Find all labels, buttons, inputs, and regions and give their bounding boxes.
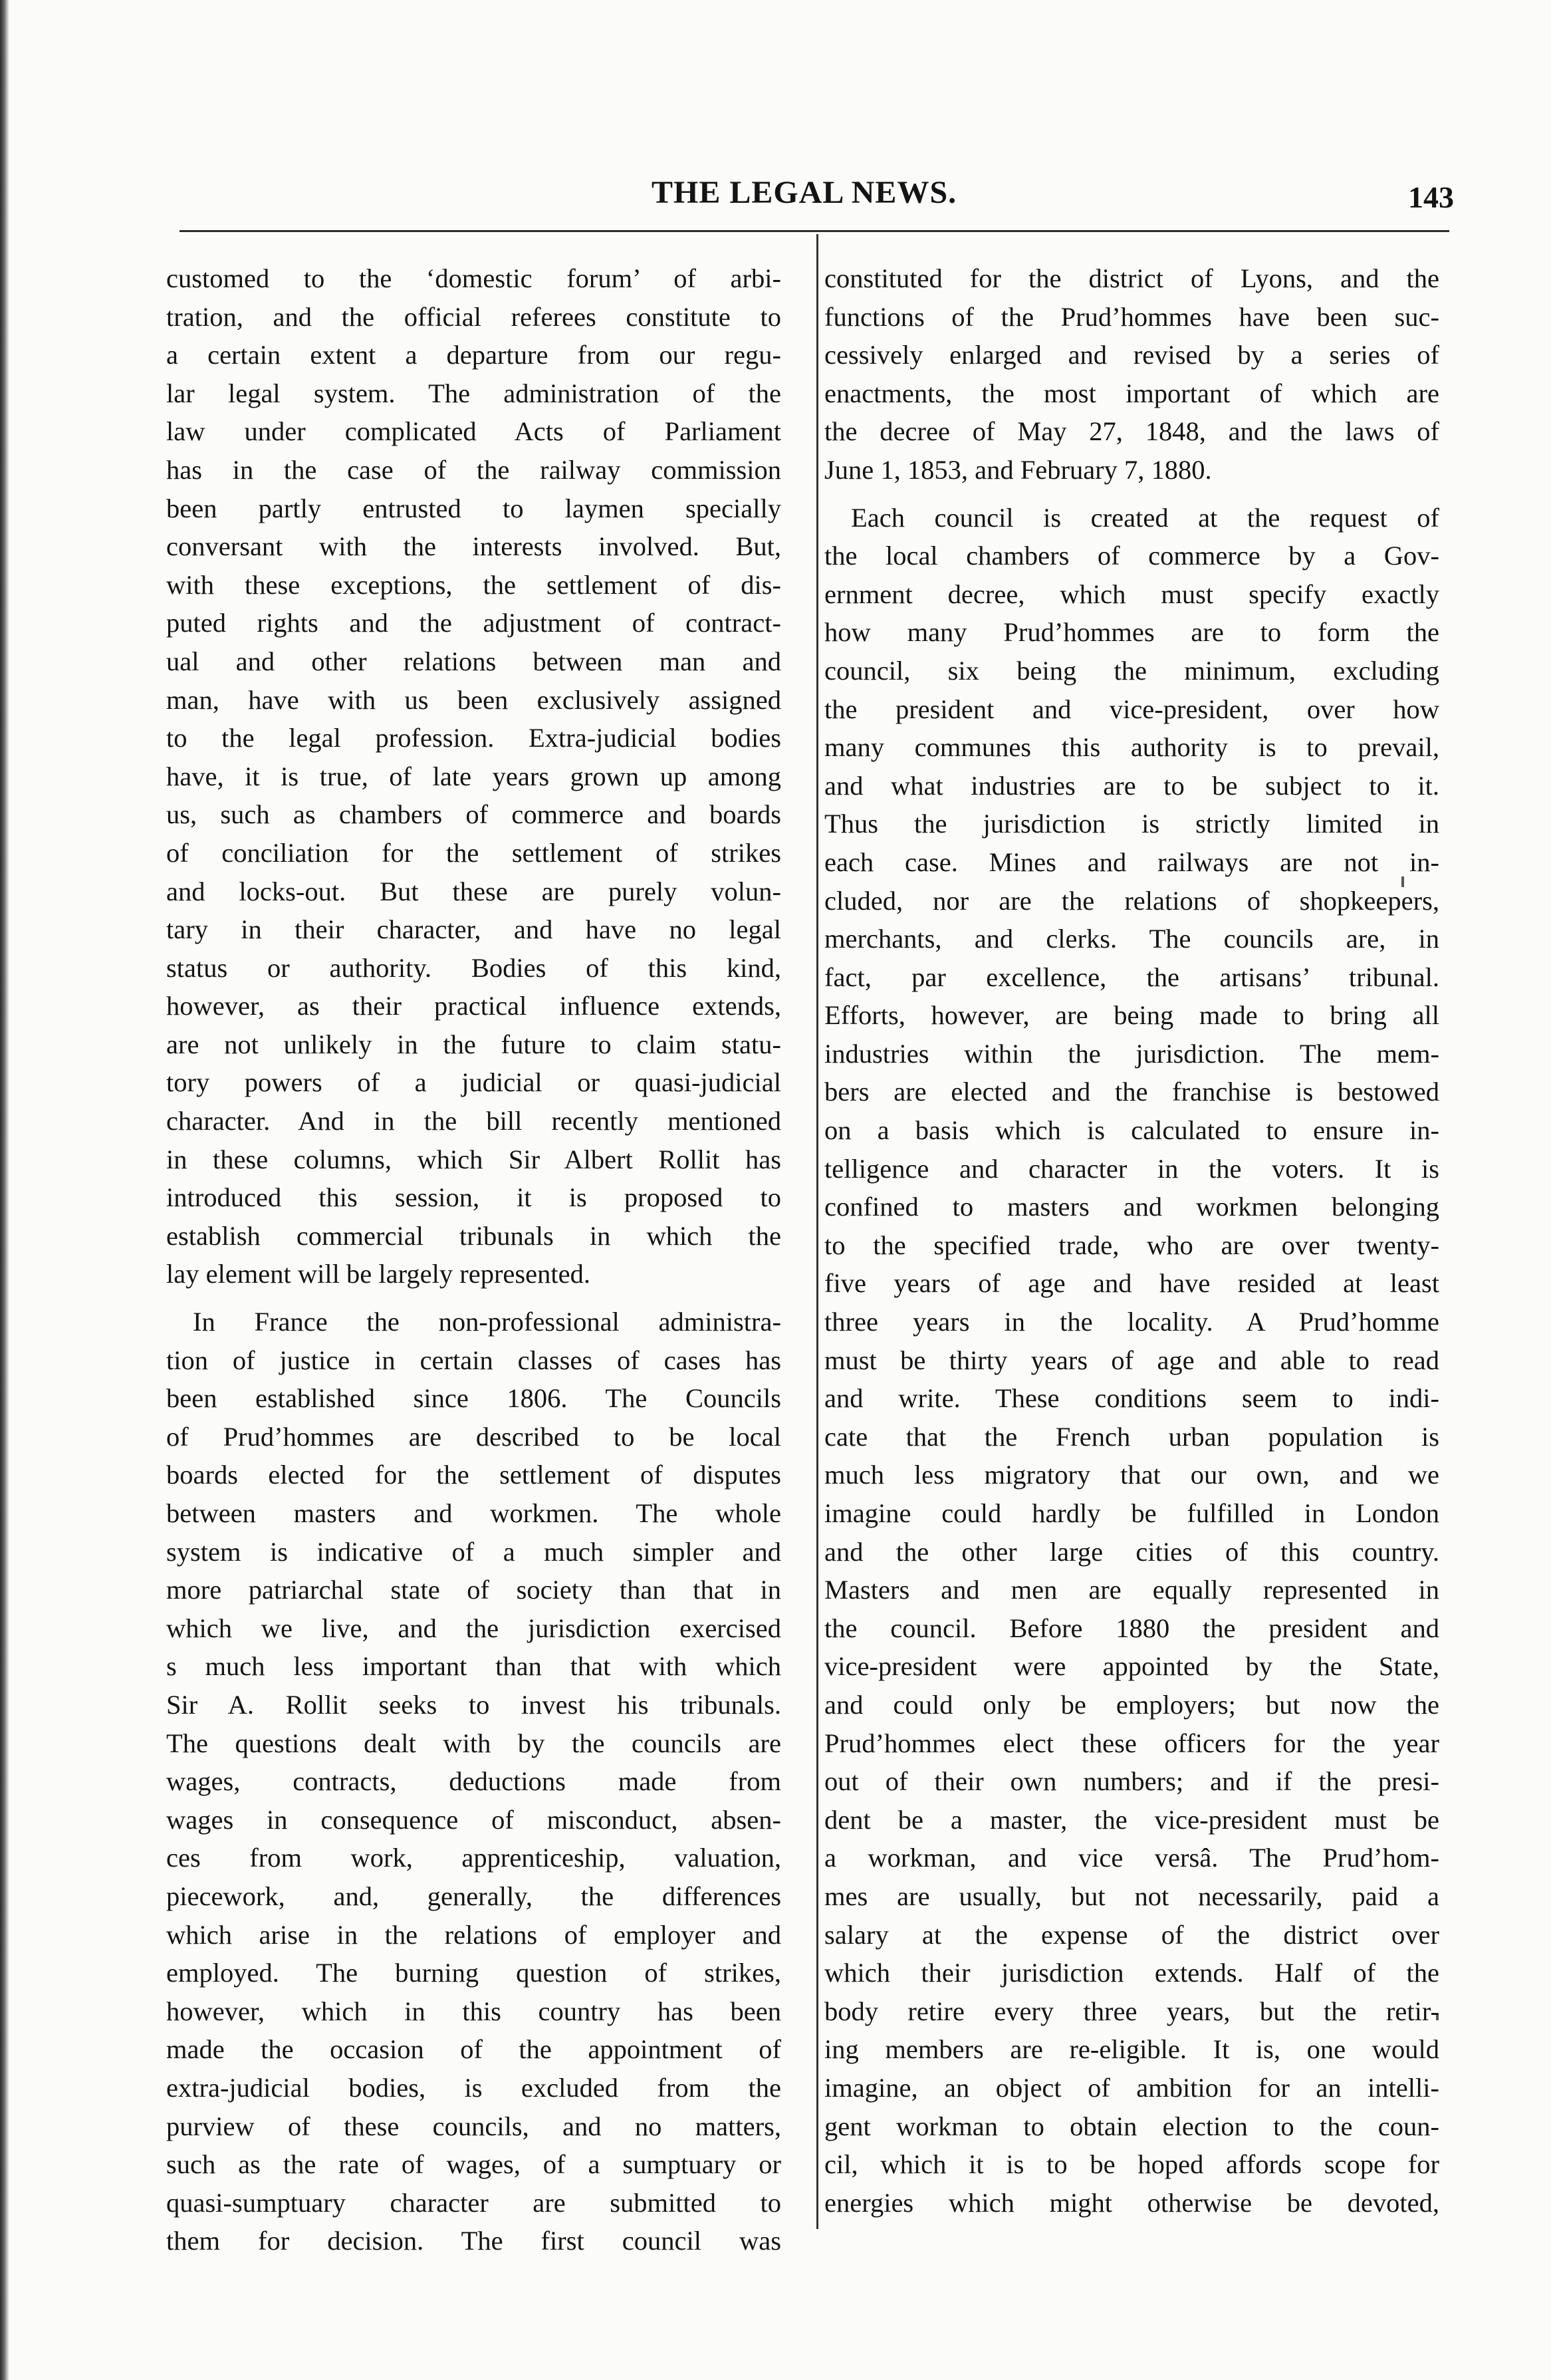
text-line: the council. Before 1880 the president and [824, 1613, 1439, 1643]
text-line: cessively enlarged and revised by a series of [824, 340, 1439, 370]
text-line: character. And in the bill recently mentioned [166, 1106, 781, 1136]
text-line: such as the rate of wages, of a sumptuary or [166, 2149, 781, 2180]
text-line: ual and other relations between man and [166, 646, 781, 676]
running-head: THE LEGAL NEWS. [652, 175, 957, 210]
text-line: Each council is created at the request of [851, 502, 1439, 533]
text-line: made the occasion of the appointment of [166, 2034, 781, 2065]
text-line: of Prud’hommes are described to be local [166, 1421, 781, 1452]
text-line: vice-president were appointed by the State, [824, 1651, 1439, 1682]
text-line: ernment decree, which must specify exactly [824, 579, 1439, 609]
text-line: and write. These conditions seem to indi- [824, 1383, 1439, 1414]
text-line: Efforts, however, are being made to bring all [824, 1000, 1439, 1031]
text-line: tory powers of a judicial or quasi-judicial [166, 1067, 781, 1098]
text-line: which we live, and the jurisdiction exercised [166, 1613, 781, 1643]
text-line: imagine, an object of ambition for an intelli- [824, 2072, 1439, 2103]
text-line: wages, contracts, deductions made from [166, 1766, 781, 1797]
text-line: tion of justice in certain classes of cases has [166, 1345, 781, 1375]
text-line: Thus the jurisdiction is strictly limited in [824, 809, 1439, 839]
text-line: introduced this session, it is proposed to [166, 1182, 781, 1213]
text-line: which their jurisdiction extends. Half of the [824, 1958, 1439, 1988]
text-line: Prud’hommes elect these officers for the year [824, 1728, 1439, 1758]
text-line: purview of these councils, and no matters, [166, 2111, 781, 2141]
text-line: man, have with us been exclusively assigned [166, 684, 781, 715]
text-line: and could only be employers; but now the [824, 1689, 1439, 1720]
text-line: piecework, and, generally, the differences [166, 1881, 781, 1911]
text-line: ing members are re-eligible. It is, one would [824, 2034, 1439, 2065]
text-line: conversant with the interests involved. But, [166, 531, 781, 562]
text-line: five years of age and have resided at least [824, 1268, 1439, 1299]
text-line: tary in their character, and have no legal [166, 914, 781, 945]
text-line: constituted for the district of Lyons, and the [824, 263, 1439, 293]
text-line: Sir A. Rollit seeks to invest his tribunals. [166, 1689, 781, 1720]
text-line: ces from work, apprenticeship, valuation, [166, 1843, 781, 1873]
text-line: cil, which it is to be hoped affords scope for [824, 2149, 1439, 2180]
text-line: many communes this authority is to prevail, [824, 732, 1439, 763]
text-line: much less migratory that our own, and we [824, 1460, 1439, 1490]
text-line: imagine could hardly be fulfilled in London [824, 1498, 1439, 1528]
text-line: gent workman to obtain election to the coun- [824, 2111, 1439, 2141]
text-line: has in the case of the railway commission [166, 454, 781, 485]
text-line: must be thirty years of age and able to read [824, 1345, 1439, 1375]
text-line: which arise in the relations of employer and [166, 1919, 781, 1950]
text-line: to the specified trade, who are over twenty- [824, 1230, 1439, 1260]
text-line: system is indicative of a much simpler and [166, 1536, 781, 1567]
text-line: three years in the locality. A Prud’homme [824, 1307, 1439, 1337]
text-line: been partly entrusted to laymen specially [166, 493, 781, 523]
text-line: the local chambers of commerce by a Gov- [824, 541, 1439, 571]
text-line: the president and vice-president, over how [824, 694, 1439, 724]
text-line: to the legal profession. Extra-judicial bodies [166, 723, 781, 753]
text-line: merchants, and clerks. The councils are, in [824, 924, 1439, 954]
text-line: us, such as chambers of commerce and boards [166, 799, 781, 830]
text-line: customed to the ‘domestic forum’ of arbi- [166, 263, 781, 293]
text-line: employed. The burning question of strikes, [166, 1958, 781, 1988]
text-line: and what industries are to be subject to it. [824, 770, 1439, 801]
text-line: The questions dealt with by the councils are [166, 1728, 781, 1758]
text-line: have, it is true, of late years grown up among [166, 761, 781, 791]
text-line: In France the non-professional administra- [193, 1307, 781, 1337]
text-line: them for decision. The first council was [166, 2226, 781, 2256]
text-line: extra-judicial bodies, is excluded from the [166, 2072, 781, 2103]
page-binding-edge [0, 0, 9, 2380]
text-line: more patriarchal state of society than that in [166, 1575, 781, 1605]
text-line: boards elected for the settlement of disputes [166, 1460, 781, 1490]
text-line: fact, par excellence, the artisans’ tribunal. [824, 962, 1439, 992]
text-line: however, as their practical influence extends, [166, 991, 781, 1021]
text-line: puted rights and the adjustment of contract- [166, 608, 781, 638]
text-line: June 1, 1853, and February 7, 1880. [824, 454, 1212, 485]
text-line: out of their own numbers; and if the presi- [824, 1766, 1439, 1797]
text-line: wages in consequence of misconduct, absen- [166, 1804, 781, 1835]
text-line: establish commercial tribunals in which the [166, 1220, 781, 1251]
header-rule [179, 230, 1449, 232]
text-line: and the other large cities of this country. [824, 1536, 1439, 1567]
text-line: been established since 1806. The Councils [166, 1383, 781, 1414]
text-line: telligence and character in the voters. It is [824, 1153, 1439, 1184]
column-divider [816, 234, 818, 2229]
text-line: salary at the expense of the district over [824, 1919, 1439, 1950]
text-line: s much less important than that with which [166, 1651, 781, 1682]
text-line: a workman, and vice versâ. The Prud’hom- [824, 1843, 1439, 1873]
text-line: in these columns, which Sir Albert Rollit has [166, 1144, 781, 1174]
text-line: lar legal system. The administration of the [166, 378, 781, 408]
text-line: council, six being the minimum, excluding [824, 655, 1439, 686]
text-line: functions of the Prud’hommes have been suc- [824, 301, 1439, 332]
text-line: the decree of May 27, 1848, and the laws of [824, 416, 1439, 447]
text-line: a certain extent a departure from our regu- [166, 340, 781, 370]
text-line: on a basis which is calculated to ensure in- [824, 1115, 1439, 1146]
text-line: how many Prud’hommes are to form the [824, 617, 1439, 648]
text-line: and locks-out. But these are purely volun- [166, 876, 781, 906]
text-line: industries within the jurisdiction. The mem- [824, 1038, 1439, 1069]
text-line: mes are usually, but not necessarily, paid a [824, 1881, 1439, 1911]
text-line: lay element will be largely represented. [166, 1259, 590, 1289]
right-column [824, 259, 1439, 2222]
text-line: status or authority. Bodies of this kind, [166, 952, 781, 983]
text-line: cluded, nor are the relations of shopkeepers, [824, 885, 1439, 916]
text-line: of conciliation for the settlement of strikes [166, 837, 781, 868]
text-line: enactments, the most important of which are [824, 378, 1439, 408]
text-line: body retire every three years, but the retir- [824, 1996, 1439, 2026]
text-line: bers are elected and the franchise is bestowed [824, 1077, 1439, 1107]
text-line: with these exceptions, the settlement of dis- [166, 569, 781, 600]
text-line: quasi-sumptuary character are submitted to [166, 2187, 781, 2218]
text-line: dent be a master, the vice-president must be [824, 1804, 1439, 1835]
text-line: each case. Mines and railways are not in- [824, 847, 1439, 877]
page-number: 143 [1408, 180, 1454, 214]
left-column [166, 259, 781, 2260]
text-line: Masters and men are equally represented in [824, 1575, 1439, 1605]
text-line: tration, and the official referees constitute to [166, 301, 781, 332]
text-line: law under complicated Acts of Parliament [166, 416, 781, 447]
text-line: energies which might otherwise be devoted, [824, 2187, 1439, 2218]
text-line: however, which in this country has been [166, 1996, 781, 2026]
text-line: confined to masters and workmen belonging [824, 1192, 1439, 1222]
text-line: are not unlikely in the future to claim statu- [166, 1029, 781, 1059]
text-line: cate that the French urban population is [824, 1421, 1439, 1452]
text-line: between masters and workmen. The whole [166, 1498, 781, 1528]
